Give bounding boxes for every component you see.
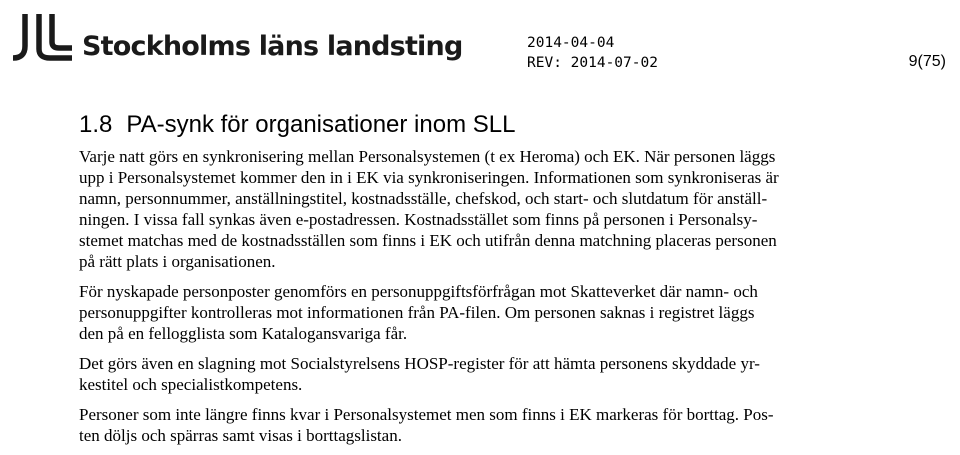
paragraph-hosp-register xyxy=(79,353,879,395)
revision-date: REV: 2014-07-02 xyxy=(527,55,658,71)
section-number: 1.8 xyxy=(79,111,113,138)
text-line: den på en fellogglista som Katalogansvariga får. xyxy=(79,324,408,343)
text-line: Det görs även en slagning mot Socialstyrelsens HOSP-register för att hämta personens skyddade yr- xyxy=(79,354,760,373)
page-number: 9(75) xyxy=(908,53,946,70)
logo-mark-left-stroke xyxy=(13,14,25,58)
paragraph-removal xyxy=(79,404,879,446)
section-heading xyxy=(79,111,515,139)
paragraph-sync-overview xyxy=(79,146,879,272)
document-dates xyxy=(527,33,658,73)
paragraph-tax-agency-check xyxy=(79,281,879,344)
sll-logo-mark-icon xyxy=(12,12,74,64)
text-line: upp i Personalsystemet kommer den in i EK via synkroniseringen. Informationen som synkroniseras är xyxy=(79,168,779,187)
document-date: 2014-04-04 xyxy=(527,35,615,51)
text-line: Personer som inte längre finns kvar i Personalsystemet men som finns i EK markeras för borttag. Pos- xyxy=(79,405,774,424)
organization-name: Stockholms läns landsting xyxy=(82,31,463,62)
text-line: Varje natt görs en synkronisering mellan Personalsystemen (t ex Heroma) och EK. När personen läggs xyxy=(79,147,776,166)
text-line: stemet matchas med de kostnadsställen som finns i EK och utifrån denna matchning placeras personen xyxy=(79,231,777,250)
text-line: på rätt plats i organisationen. xyxy=(79,252,276,271)
text-line: namn, personnummer, anställningstitel, kostnadsställe, chefskod, och start- och slutdatum för anställ- xyxy=(79,189,768,208)
text-line: personuppgifter kontrolleras mot informationen från PA-filen. Om personen saknas i registret läggs xyxy=(79,303,755,322)
logo-mark-right-stroke xyxy=(52,14,72,48)
text-line: För nyskapade personposter genomförs en personuppgiftsförfrågan mot Skatteverket där namn- och xyxy=(79,282,758,301)
text-line: kestitel och specialistkompetens. xyxy=(79,375,303,394)
section-title: PA-synk för organisationer inom SLL xyxy=(126,111,516,138)
logo-mark-middle-stroke xyxy=(39,14,72,58)
body-text xyxy=(79,146,879,455)
text-line: ningen. I vissa fall synkas även e-postadressen. Kostnadsstället som finns på personen i Personalsy- xyxy=(79,210,758,229)
text-line: ten döljs och spärras samt visas i borttagslistan. xyxy=(79,426,402,445)
